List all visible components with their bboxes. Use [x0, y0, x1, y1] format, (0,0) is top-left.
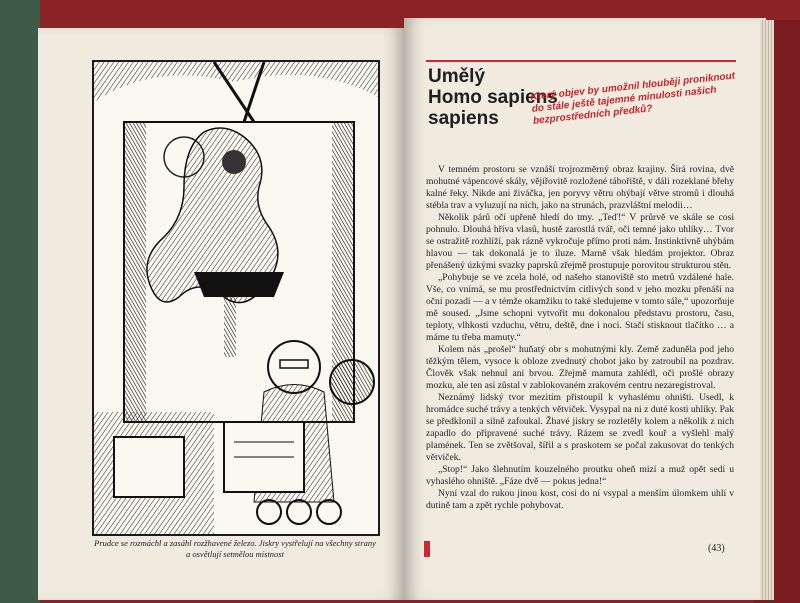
caption-line-2: a osvětlují setmělou místnost: [186, 549, 284, 559]
paragraph: Nyní vzal do rukou jinou kost, cosi do ní vsypal a menším úlomkem uhlí v dutině tam a zpět rychle pohybovat.: [426, 488, 734, 511]
illustration-caveman-forge: [92, 60, 380, 536]
paragraph: V temném prostoru se vznáší trojrozměrný obraz krajiny. Širá rovina, dvě mohutné vápencové skály, vějířovitě rozložené tábořiště, v dáli rozeklané břehy kalné řeky. Nikde ani živáčka, jen poryvy větru ohýbají větve stromů i dlouhá stébla trav a vyluzují na nich, jako na strunách, prazvláštní melodii…: [426, 164, 734, 211]
red-margin-mark: [424, 541, 430, 557]
title-line-2: Homo sapiens: [428, 87, 558, 108]
paragraph: Kolem nás „prošel“ huňatý obr s mohutnými kly. Země zaduněla pod jeho těžkým tělem, vysoce k obloze zvednutý chobot jako by zatroubil na pozdrav. Člověk však nehnul ani brvou. Zřejmě mamuta zahlédl, oči prošlé obrazy mozku, ale ten asi zůstal v zablokovaném zrakovém centru nezaregistroval.: [426, 344, 734, 391]
title-line-1: Umělý: [428, 66, 486, 87]
chapter-subtitle: Který objev by umožnil hlouběji proniknout do stále ještě tajemné minulosti našich bezprostředních předků?: [530, 70, 736, 127]
paragraph: Několik párů očí upřeně hledí do tmy. „Teď!“ V průrvě ve skále se cosi pohnulo. Dlouhá hříva vlasů, hustě zarostlá tvář, oči temné jako uhlíky… Tvor se ostražitě rozhlíží, pak rázně vykročuje přímo proti nám. Instinktivně uhýbám hlavou — tak dokonalá je to iluze. Marně však hledám projektor. Obraz přenášený úzkými svazky paprsků zřejmě prostupuje porovitou strukturou stěn.: [426, 212, 734, 271]
page-edges: [760, 20, 774, 600]
title-line-3: sapiens: [428, 108, 499, 129]
paragraph: „Stop!“ Jako šlehnutím kouzelného proutku oheň mizí a muž opět sedí u vyhaslého ohniště. „Fáze dvě — pokus jedna!“: [426, 464, 734, 487]
page-number: (43): [708, 543, 725, 554]
paragraph: „Pohybuje se ve zcela holé, od našeho stanoviště sto metrů vzdálené hale. Vše, co vnímá, se mu prostřednictvím citlivých sond v jeho mozku přenáší na oční pozadí — a v témže okamžiku to také sledujeme v tomto sále,“ upozorňuje mě soused. „Jsme schopni vytvořit mu dokonalou představu prostoru, času, teploty, vlhkosti vzduchu, větru, deště, dne i noci. Stačí stisknout tlačítko … a máme tu třeba mamuty.“: [426, 272, 734, 343]
illustration-caption: [80, 538, 390, 560]
paragraph: Neznámý lidský tvor mezitím přistoupil k vyhaslému ohništi. Usedl, k hromádce suché trávy a tenkých větviček. Vysypal na ni z duté kosti uhlíky. Pak se předklonil a silně zafoukal. Žhavé jiskry se rozletěly kolem a několik z nich zapadlo do připravené suché trávy. Rázem se zvedl kouř a vyšlehl malý plamének. Ten se zvětšoval, šířil a s praskotem se počal zakusovat do tenkých větviček.: [426, 392, 734, 463]
caption-line-1: Prudce se rozmáchl a zasáhl rozžhavené železo. Jiskry vystřelují na všechny strany: [94, 538, 376, 548]
title-rule: [426, 60, 736, 62]
chapter-body-text: [426, 164, 734, 512]
cover-left-edge: [0, 0, 40, 603]
